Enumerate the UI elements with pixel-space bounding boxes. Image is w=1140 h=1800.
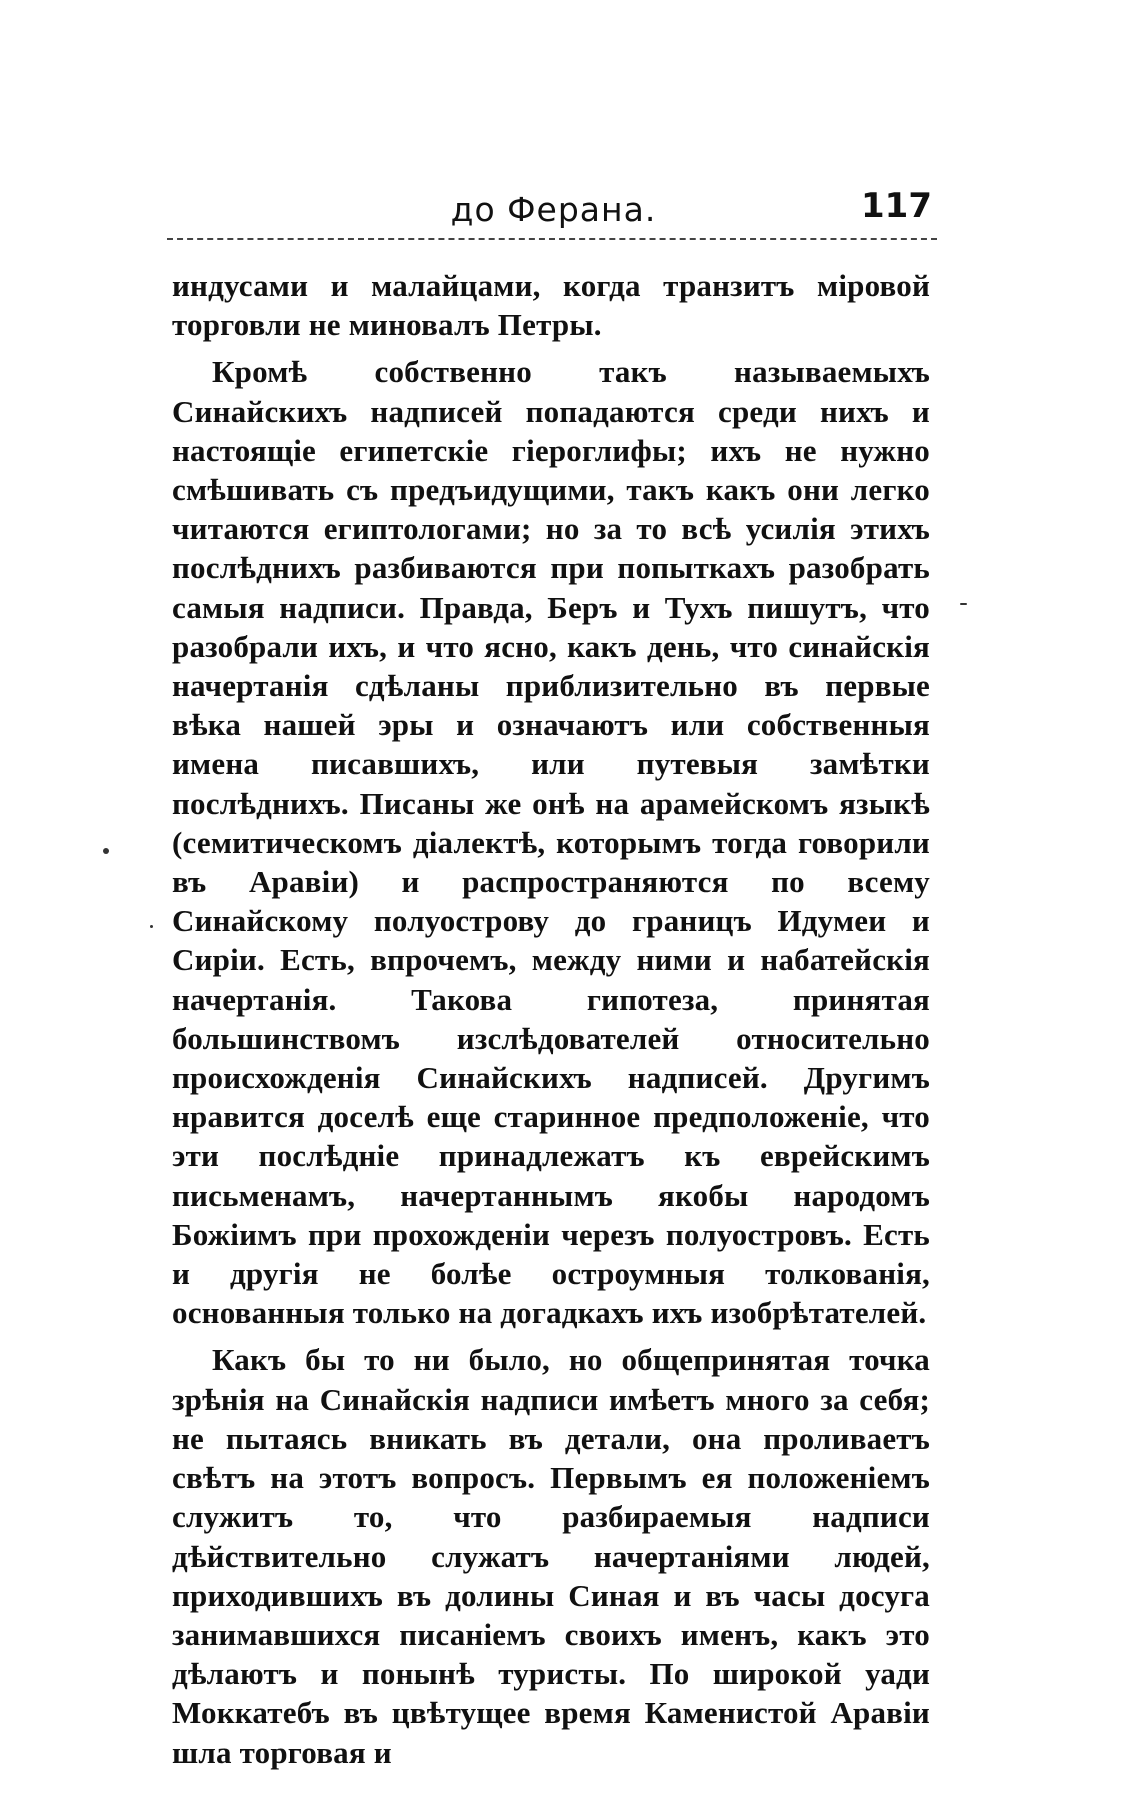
body-text xyxy=(172,266,930,1772)
page-number: 117 xyxy=(861,186,932,226)
header-rule xyxy=(167,238,937,240)
paragraph-2: Кромѣ собственно такъ называемыхъ Синайскихъ надписей попадаются среди нихъ и настоящіе египетскіе гіероглифы; ихъ не нужно смѣшивать съ предъидущими, такъ какъ они легко читаются египтологами; но за то всѣ усилія этихъ послѣднихъ разбиваются при попыткахъ разобрать самыя надписи. Правда, Беръ и Тухъ пишутъ, что разобрали ихъ, и что ясно, какъ день, что синайскія начертанія сдѣланы приблизительно въ первые вѣка нашей эры и означаютъ или собственныя имена писавшихъ, или путевыя замѣтки послѣднихъ. Писаны же онѣ на арамейскомъ языкѣ (семитическомъ діалектѣ, которымъ тогда говорили въ Аравіи) и распространяются по всему Синайскому полуострову до границъ Идумеи и Сиріи. Есть, впрочемъ, между ними и набатейскія начертанія. Такова гипотеза, принятая большинствомъ изслѣдователей относительно происхожденія Синайскихъ надписей. Другимъ нравится доселѣ еще старинное предположеніе, что эти послѣдніе принадлежатъ къ еврейскимъ письменамъ, начертаннымъ якобы народомъ Божіимъ при прохожденіи черезъ полуостровъ. Есть и другія не болѣе остроумныя толкованія, основанныя только на догадкахъ ихъ изобрѣтателей. xyxy=(172,354,930,1331)
running-title: до Ферана. xyxy=(450,190,657,229)
running-head xyxy=(175,186,932,238)
paragraph-3: Какъ бы то ни было, но общепринятая точка зрѣнія на Синайскія надписи имѣетъ много за себя; не пытаясь вникать въ детали, она проливаетъ свѣтъ на этотъ вопросъ. Первымъ ея положеніемъ служитъ то, что разбираемыя надписи дѣйствительно служатъ начертаніями людей, приходившихъ въ долины Синая и въ часы досуга занимавшихся писаніемъ своихъ именъ, какъ это дѣлаютъ и понынѣ туристы. По широкой уади Моккатебъ въ цвѣтущее время Каменистой Аравіи шла торговая и xyxy=(172,1342,930,1770)
print-speck xyxy=(150,925,153,928)
paragraph-1: индусами и малайцами, когда транзитъ міровой торговли не миновалъ Петры. xyxy=(172,268,930,343)
print-speck xyxy=(960,603,967,605)
print-speck xyxy=(103,848,109,854)
